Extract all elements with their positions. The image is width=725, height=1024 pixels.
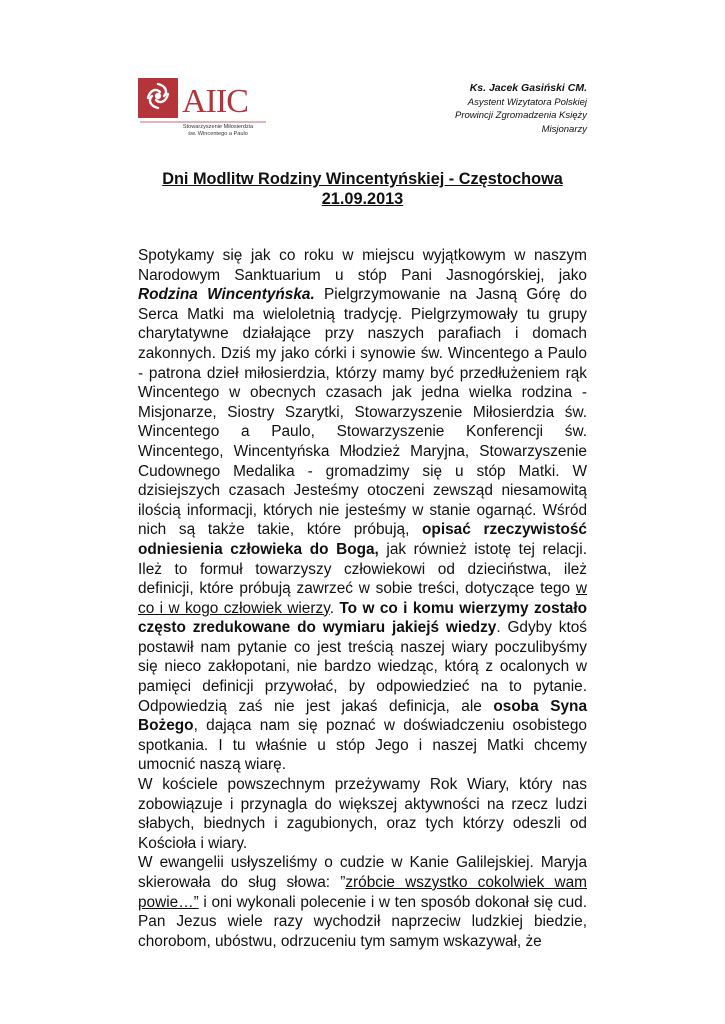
author-role-line: Prowincji Zgromadzenia Księży xyxy=(455,110,587,121)
text-run: i oni wykonali polecenie i w ten sposób dokonał się cud. Pan Jezus wiele razy wychodził naprzeciw ludzkiej biedzie, chorobom, ubóstwu, odrzuceniu tym samym wskazywał, że xyxy=(138,893,587,950)
text-run: Spotykamy się jak co roku w miejscu wyjątkowym w naszym Narodowym Sanktuarium u stóp Pani Jasnogórskiej, jako xyxy=(138,247,587,284)
logo-caption-line: Stowarzyszenie Miłosierdzia xyxy=(182,124,254,130)
text-run: . Gdyby ktoś postawił nam pytanie co jest treścią naszej wiary poczulibyśmy się nieco zakłopotani, nie bardzo wiedząc, którą z ocalonych w pamięci definicji przywołać, by odpowiedzieć na to pytanie. Odpowiedzią zaś nie jest jakaś definicja, ale xyxy=(138,619,587,715)
emphasis-text: Rodzina Wincentyńska. xyxy=(138,286,315,304)
bold-text: osoba Syna Bożego xyxy=(138,697,587,735)
document-title xyxy=(138,169,587,209)
author-name: Ks. Jacek Gasiński CM. xyxy=(469,82,587,94)
bold-text: To w co i komu wierzymy zostało często zredukowane do wymiaru jakiejś wiedzy xyxy=(138,599,587,637)
paragraph xyxy=(138,246,587,775)
svg-text:AIIC: AIIC xyxy=(182,83,248,120)
author-role-line: Asystent Wizytatora Polskiej xyxy=(467,96,587,108)
title-line: Dni Modlitw Rodziny Wincentyńskiej - Częstochowa xyxy=(162,170,563,188)
aic-emblem-icon xyxy=(138,74,268,150)
text-run: Pielgrzymowanie na Jasną Górę do Serca Matki ma wieloletnią tradycję. Pielgrzymowały tu grupy charytatywne działające przy naszych parafiach i domach zakonnych. Dziś my jako córki i synowie św. Wincentego a Paulo - patrona dzieł miłosierdzia, którzy mamy być przedłużeniem rąk Wincentego w obecnych czasach jak jedna wielka rodzina - Misjonarze, Siostry Szarytki, Stowarzyszenie Miłosierdzia św. Wincentego a Paulo, Stowarzyszenie Konferencji św. Wincentego, Wincentyńska Młodzież Maryjna, Stowarzyszenie Cudownego Medalika - gromadzimy się u stóp Matki. W dzisiejszych czasach Jesteśmy otoczeni zewsząd niesamowitą ilością informacji, których nie jesteśmy w stanie ogarnąć. Wśród nich są także takie, które próbują, xyxy=(138,286,587,539)
logo-caption xyxy=(170,124,266,138)
title-date: 21.09.2013 xyxy=(321,190,404,208)
underlined-text: zróbcie wszystko cokolwiek wam powie…” xyxy=(138,874,587,911)
author-role-line: Misjonarzy xyxy=(541,123,587,135)
text-run: , dająca nam się poznać w doświadczeniu osobistego spotkania. I tu właśnie u stóp Jego i naszej Matki chcemy umocnić naszą wiarę. xyxy=(138,717,587,774)
logo-caption-line: św. Wincentego a Paulo xyxy=(188,130,248,137)
text-run: jak również istotę tej relacji. Ileż to formuł towarzyszy człowiekowi od dzieciństwa, ileż definicji, które próbują zawrzeć w sobie treści, dotyczące tego xyxy=(138,540,587,598)
document-body xyxy=(138,246,587,951)
underlined-text: w co i w kogo człowiek wierzy xyxy=(138,580,587,617)
text-run: W ewangelii usłyszeliśmy o cudzie w Kanie Galilejskiej. Maryja skierowała do sług słowa: ” xyxy=(138,854,587,891)
paragraph xyxy=(138,853,587,951)
organization-logo xyxy=(138,74,268,150)
paragraph: W kościele powszechnym przeżywamy Rok Wiary, który nas zobowiązuje i przynagla do większej aktywności na rzecz ludzi słabych, biednych i zagubionych, oraz tych którzy odeszli od Kościoła i wiary. xyxy=(138,776,587,852)
author-block xyxy=(455,82,587,136)
bold-text: opisać rzeczywistość odniesienia człowieka do Boga, xyxy=(138,521,587,558)
text-run: . xyxy=(329,599,340,617)
